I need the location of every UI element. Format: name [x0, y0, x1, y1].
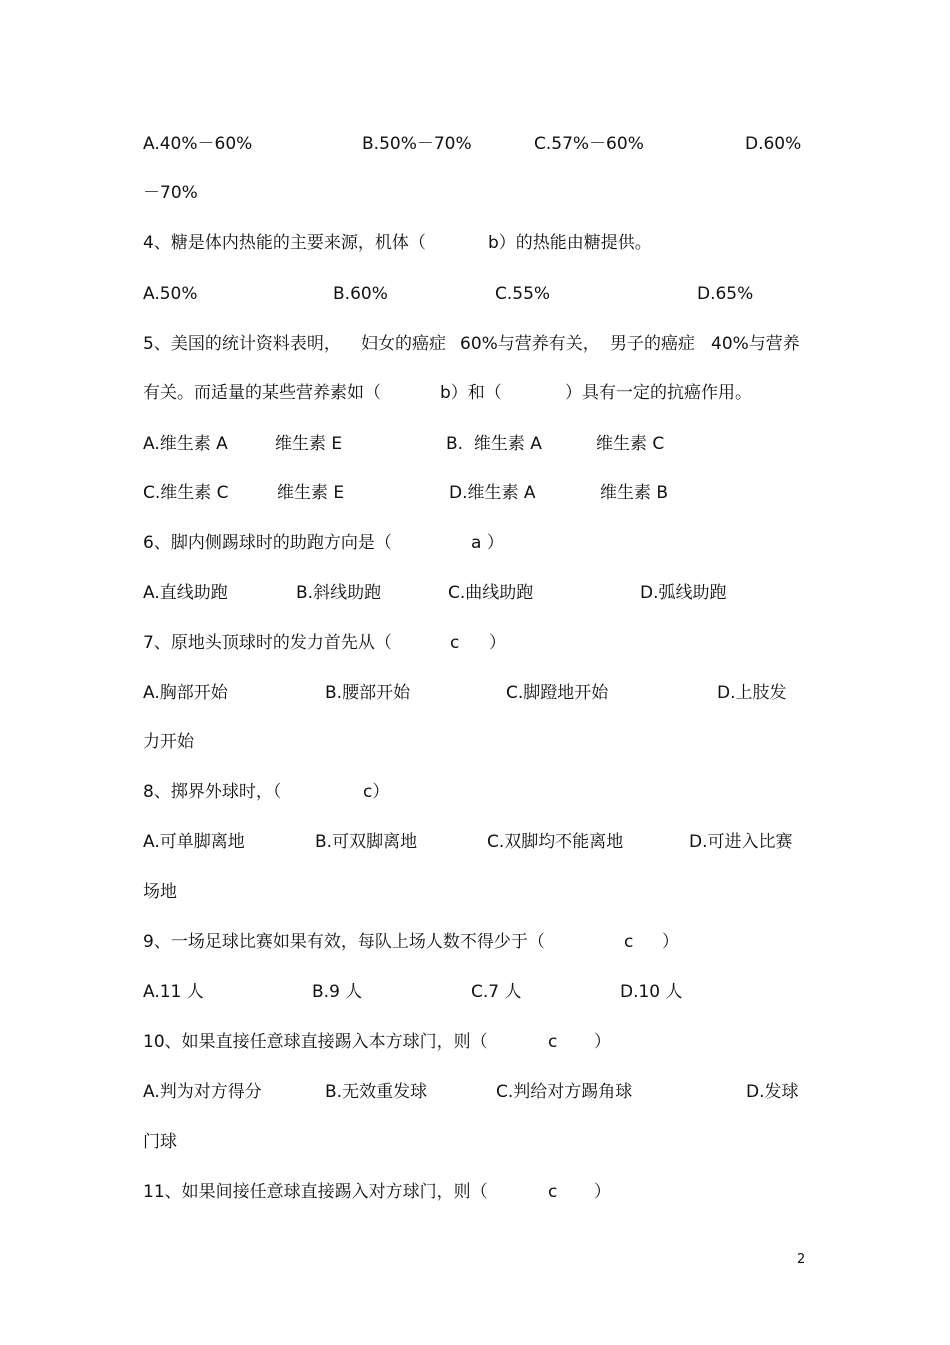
text-segment: 9、一场足球比赛如果有效，每队上场人数不得少于（: [143, 932, 545, 952]
text-line: [0, 381, 950, 405]
text-segment: 8、掷界外球时，（: [143, 782, 282, 802]
text-segment: D.10 人: [620, 982, 683, 1002]
text-line: [0, 531, 950, 555]
text-segment: c: [548, 1032, 558, 1052]
text-segment: B.斜线助跑: [296, 583, 382, 603]
text-segment: 11、如果间接任意球直接踢入对方球门，则（: [143, 1182, 488, 1202]
text-segment: 10、如果直接任意球直接踢入本方球门，则（: [143, 1032, 488, 1052]
text-segment: A.50%: [143, 284, 198, 304]
text-segment: b）的热能由糖提供。: [488, 233, 652, 253]
text-segment: C.判给对方踢角球: [496, 1082, 633, 1102]
text-segment: A.可单脚离地: [143, 832, 245, 852]
text-segment: B. 维生素 A: [446, 434, 542, 454]
text-line: [0, 1130, 950, 1154]
text-segment: 有关。而适量的某些营养素如（: [143, 383, 381, 403]
text-line: [0, 780, 950, 804]
text-segment: B.50%－70%: [362, 134, 472, 154]
text-segment: C.脚蹬地开始: [506, 683, 609, 703]
text-segment: 门球: [143, 1132, 177, 1152]
text-line: [0, 1080, 950, 1104]
text-segment: C.7 人: [471, 982, 522, 1002]
text-segment: b）和（: [440, 383, 502, 403]
text-line: [0, 930, 950, 954]
text-segment: D.65%: [697, 284, 754, 304]
text-line: [0, 880, 950, 904]
text-segment: 60%与营养有关，: [460, 334, 600, 354]
text-segment: c）: [363, 782, 390, 802]
text-line: [0, 730, 950, 754]
text-segment: a ）: [471, 533, 504, 553]
text-segment: 4、糖是体内热能的主要来源，机体（: [143, 233, 426, 253]
text-segment: 40%与营养: [711, 334, 800, 354]
text-segment: 6、脚内侧踢球时的助跑方向是（: [143, 533, 392, 553]
text-segment: 7、原地头顶球时的发力首先从（: [143, 633, 392, 653]
text-segment: ）: [662, 932, 679, 952]
text-segment: B.无效重发球: [325, 1082, 428, 1102]
text-segment: 维生素 E: [275, 434, 343, 454]
text-segment: A.直线助跑: [143, 583, 228, 603]
text-segment: ）: [594, 1182, 611, 1202]
text-segment: D.上肢发: [717, 683, 787, 703]
text-segment: D.弧线助跑: [640, 583, 727, 603]
text-segment: C.57%－60%: [534, 134, 644, 154]
text-segment: A.胸部开始: [143, 683, 228, 703]
text-segment: D.60%: [745, 134, 802, 154]
text-segment: C.55%: [495, 284, 551, 304]
text-segment: D.可进入比赛: [689, 832, 793, 852]
text-segment: B.60%: [333, 284, 388, 304]
text-segment: 维生素 B: [600, 483, 669, 503]
text-line: [0, 980, 950, 1004]
text-segment: A.判为对方得分: [143, 1082, 262, 1102]
text-segment: A.11 人: [143, 982, 204, 1002]
text-line: [0, 231, 950, 255]
text-segment: 5、美国的统计资料表明，: [143, 334, 341, 354]
text-line: [0, 1180, 950, 1204]
text-segment: B.可双脚离地: [315, 832, 418, 852]
text-segment: c: [450, 633, 460, 653]
text-segment: 男子的癌症: [610, 334, 695, 354]
text-segment: 妇女的癌症: [361, 334, 446, 354]
text-line: [0, 581, 950, 605]
text-segment: 维生素 E: [277, 483, 345, 503]
page-number: 2: [797, 1252, 806, 1267]
text-segment: －70%: [143, 183, 198, 203]
text-segment: 场地: [143, 882, 177, 902]
text-line: [0, 681, 950, 705]
text-segment: D.发球: [746, 1082, 799, 1102]
text-segment: ）: [594, 1032, 611, 1052]
text-segment: ）具有一定的抗癌作用。: [565, 383, 752, 403]
text-line: [0, 332, 950, 356]
text-line: [0, 132, 950, 156]
text-line: [0, 631, 950, 655]
text-segment: A.40%－60%: [143, 134, 253, 154]
text-segment: c: [624, 932, 634, 952]
text-segment: D.维生素 A: [449, 483, 536, 503]
text-line: [0, 181, 950, 205]
text-segment: A.维生素 A: [143, 434, 228, 454]
text-line: [0, 481, 950, 505]
text-segment: c: [548, 1182, 558, 1202]
text-segment: B.腰部开始: [325, 683, 411, 703]
text-line: [0, 432, 950, 456]
text-line: [0, 282, 950, 306]
text-segment: C.维生素 C: [143, 483, 229, 503]
text-segment: 维生素 C: [596, 434, 665, 454]
text-segment: C.双脚均不能离地: [487, 832, 624, 852]
text-segment: B.9 人: [312, 982, 363, 1002]
text-line: [0, 830, 950, 854]
text-segment: 力开始: [143, 732, 194, 752]
text-line: [0, 1030, 950, 1054]
text-segment: C.曲线助跑: [448, 583, 534, 603]
text-segment: ）: [489, 633, 506, 653]
